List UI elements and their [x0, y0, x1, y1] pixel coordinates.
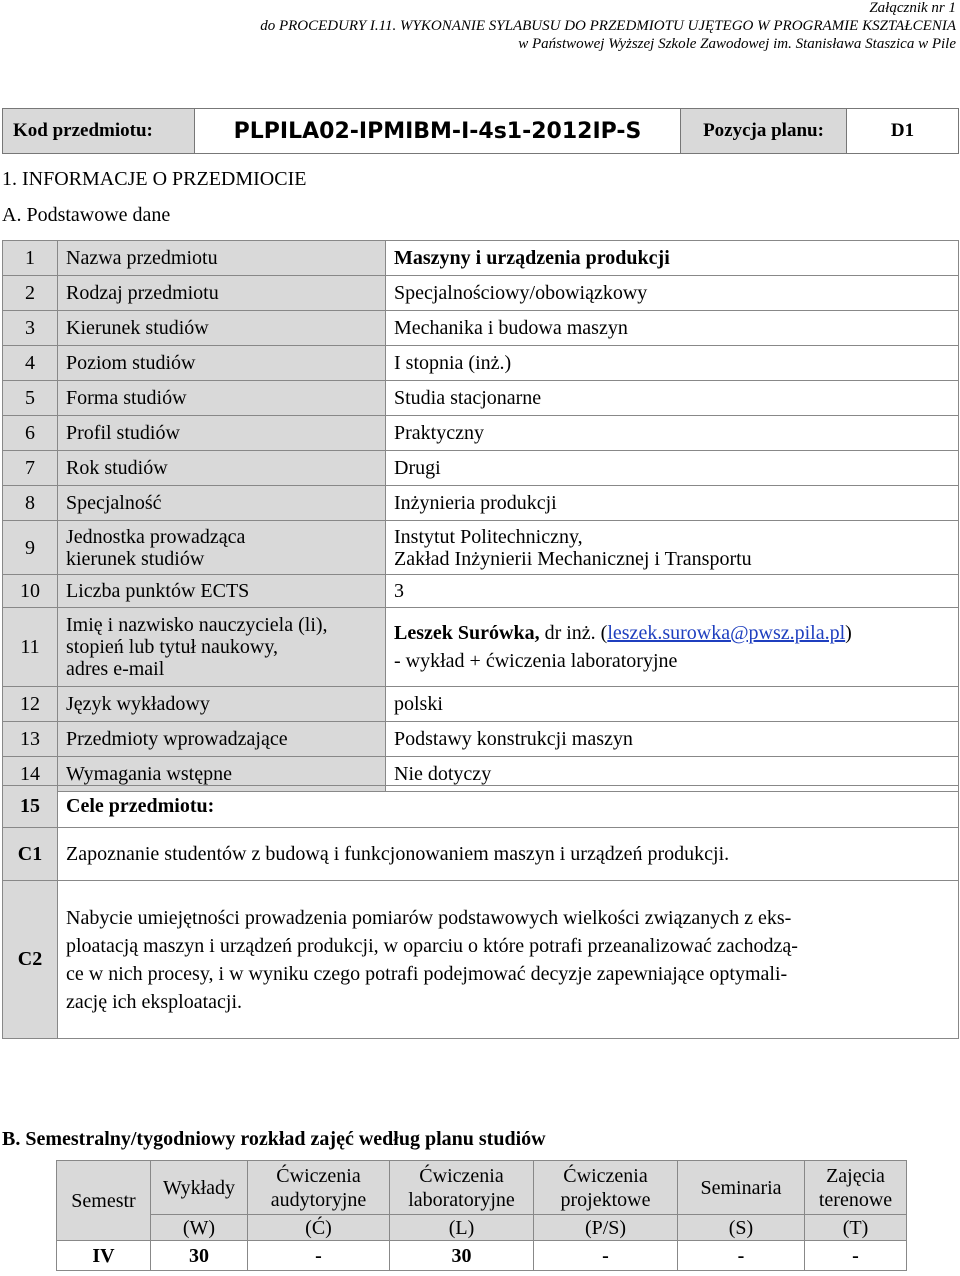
row-label: Język wykładowy [58, 687, 386, 722]
basic-data-table [2, 240, 959, 792]
column-code: (P/S) [534, 1215, 678, 1241]
table-row [3, 786, 959, 828]
teacher-value [386, 608, 959, 687]
column-header [678, 1161, 805, 1215]
teacher-role: - wykład + ćwiczenia laboratoryjne [394, 650, 678, 672]
hours-cell: 30 [390, 1241, 534, 1271]
row-number: 2 [3, 276, 58, 311]
column-code: (Ć) [248, 1215, 390, 1241]
column-header-line: Ćwiczenia [563, 1164, 648, 1187]
column-code: (W) [151, 1215, 248, 1241]
schedule-table [56, 1160, 907, 1271]
column-header-line: Zajęcia [826, 1164, 885, 1187]
column-header [534, 1161, 678, 1215]
table-row [3, 451, 959, 486]
course-code-label: Kod przedmiotu: [3, 109, 195, 154]
table-row [3, 687, 959, 722]
hours-cell: - [534, 1241, 678, 1271]
table-row [3, 276, 959, 311]
row-value: Praktyczny [386, 416, 959, 451]
row-number: 1 [3, 241, 58, 276]
semester-value: IV [57, 1241, 151, 1271]
procedure-title: do PROCEDURY I.11. WYKONANIE SYLABUSU DO PRZEDMIOTU UJĘTEGO W PROGRAMIE KSZTAŁCENIA [260, 18, 956, 34]
table-row [3, 486, 959, 521]
row-number: 5 [3, 381, 58, 416]
table-row [3, 381, 959, 416]
row-label: Nazwa przedmiotu [58, 241, 386, 276]
row-number: 3 [3, 311, 58, 346]
course-code-table [2, 108, 959, 154]
goal-c2-line: Nabycie umiejętności prowadzenia pomiarów podstawowych wielkości związanych z eks- [66, 906, 792, 929]
column-code: (L) [390, 1215, 534, 1241]
table-row [3, 828, 959, 881]
row-label: Forma studiów [58, 381, 386, 416]
row-value: Studia stacjonarne [386, 381, 959, 416]
table-row [3, 346, 959, 381]
teacher-email-link[interactable]: leszek.surowka@pwsz.pila.pl [607, 622, 846, 644]
row-number: 9 [3, 521, 58, 575]
row-label-line: stopień lub tytuł naukowy, [66, 636, 279, 658]
row-value: Inżynieria produkcji [386, 486, 959, 521]
column-header-line: terenowe [818, 1188, 893, 1211]
row-label-line: Jednostka prowadząca [66, 525, 246, 548]
teacher-title: dr inż. ( [539, 622, 608, 644]
goals-head-label: Cele przedmiotu: [58, 786, 959, 828]
school-name: w Państwowej Wyższej Szkole Zawodowej im. Stanisława Staszica w Pile [518, 36, 956, 52]
row-number: 13 [3, 722, 58, 757]
row-label: Wymagania wstępne [58, 757, 386, 792]
table-row [57, 1215, 907, 1241]
row-label-line: kierunek studiów [66, 547, 205, 570]
row-label [58, 608, 386, 687]
column-code: (S) [678, 1215, 805, 1241]
row-label-line: Imię i nazwisko nauczyciela (li), [66, 614, 328, 636]
course-code-value: PLPILA02-IPMIBM-I-4s1-2012IP-S [195, 109, 681, 154]
row-value: Podstawy konstrukcji maszyn [386, 722, 959, 757]
goal-c2-number: C2 [3, 881, 58, 1039]
table-row [3, 521, 959, 575]
column-header [151, 1161, 248, 1215]
table-row [3, 416, 959, 451]
hours-cell: - [805, 1241, 907, 1271]
row-label: Specjalność [58, 486, 386, 521]
goal-c2-text [58, 881, 959, 1039]
row-number: 12 [3, 687, 58, 722]
column-code: (T) [805, 1215, 907, 1241]
column-header [248, 1161, 390, 1215]
row-label: Rok studiów [58, 451, 386, 486]
row-value-line: Instytut Politechniczny, [394, 525, 583, 548]
goal-c2-line: zację ich eksploatacji. [66, 990, 243, 1013]
plan-position-label: Pozycja planu: [681, 109, 847, 154]
attachment-number: Załącznik nr 1 [869, 0, 956, 16]
column-header-line: Ćwiczenia [419, 1164, 504, 1187]
column-header-line: Wykłady [162, 1176, 236, 1199]
course-goals-table [2, 785, 959, 1039]
row-number: 8 [3, 486, 58, 521]
goal-c1-text: Zapoznanie studentów z budową i funkcjonowaniem maszyn i urządzeń produkcji. [58, 828, 959, 881]
table-row [3, 608, 959, 687]
row-value: polski [386, 687, 959, 722]
column-header-line: audytoryjne [270, 1188, 367, 1211]
row-value [386, 521, 959, 575]
row-number: 11 [3, 608, 58, 687]
column-header [805, 1161, 907, 1215]
course-name-value: Maszyny i urządzenia produkcji [386, 241, 959, 276]
row-number: 7 [3, 451, 58, 486]
column-header-line: Seminaria [700, 1176, 782, 1199]
hours-cell: 30 [151, 1241, 248, 1271]
row-label: Liczba punktów ECTS [58, 575, 386, 608]
hours-cell: - [248, 1241, 390, 1271]
column-header-line: Ćwiczenia [276, 1164, 361, 1187]
row-label-line: adres e-mail [66, 658, 165, 680]
table-row [3, 575, 959, 608]
row-value: 3 [386, 575, 959, 608]
teacher-name: Leszek Surówka, [394, 622, 540, 644]
semester-header: Semestr [57, 1161, 151, 1241]
row-label: Profil studiów [58, 416, 386, 451]
row-value-line: Zakład Inżynierii Mechanicznej i Transportu [394, 547, 752, 570]
goal-c2-line: ce w nich procesy, i w wyniku czego potrafi podejmować decyzje zapewniające optymali- [66, 962, 788, 985]
row-value: Nie dotyczy [386, 757, 959, 792]
table-row [3, 241, 959, 276]
row-label: Przedmioty wprowadzające [58, 722, 386, 757]
table-row [57, 1161, 907, 1215]
plan-position-value: D1 [847, 109, 959, 154]
row-label [58, 521, 386, 575]
teacher-line [394, 619, 950, 647]
row-number: 14 [3, 757, 58, 792]
table-row [3, 881, 959, 1039]
row-value: Mechanika i budowa maszyn [386, 311, 959, 346]
column-header-line: projektowe [560, 1188, 651, 1211]
row-value: Drugi [386, 451, 959, 486]
goal-c1-number: C1 [3, 828, 58, 881]
row-label: Rodzaj przedmiotu [58, 276, 386, 311]
goals-head-number: 15 [3, 786, 58, 828]
hours-cell: - [678, 1241, 805, 1271]
schedule-title: B. Semestralny/tygodniowy rozkład zajęć według planu studiów [2, 1128, 546, 1150]
column-header [390, 1161, 534, 1215]
row-value: I stopnia (inż.) [386, 346, 959, 381]
column-header-line: laboratoryjne [408, 1188, 515, 1211]
table-row [57, 1241, 907, 1271]
row-value: Specjalnościowy/obowiązkowy [386, 276, 959, 311]
table-row [3, 311, 959, 346]
row-label: Kierunek studiów [58, 311, 386, 346]
row-number: 4 [3, 346, 58, 381]
row-label: Poziom studiów [58, 346, 386, 381]
table-row [3, 722, 959, 757]
section-a-heading: A. Podstawowe dane [2, 204, 171, 226]
row-number: 6 [3, 416, 58, 451]
teacher-email-close: ) [845, 622, 852, 644]
row-number: 10 [3, 575, 58, 608]
goal-c2-line: ploatacją maszyn i urządzeń produkcji, w oparciu o które potrafi przeanalizować zachodzą- [66, 934, 798, 957]
section-1-heading: 1. INFORMACJE O PRZEDMIOCIE [2, 168, 307, 190]
